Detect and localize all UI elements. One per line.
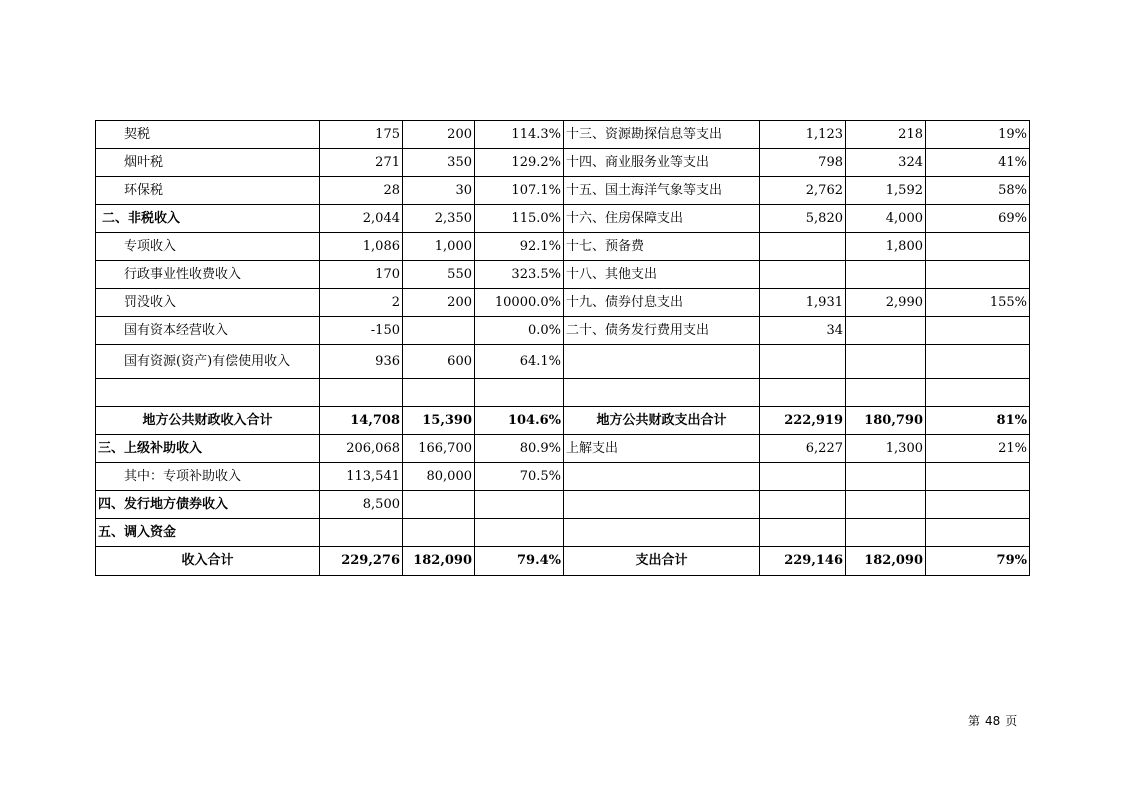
table-row [96, 149, 1030, 177]
table-row [96, 205, 1030, 233]
expenditure-rate [926, 261, 1030, 289]
expenditure-item-name: 十九、债券付息支出 [564, 289, 760, 317]
expenditure-rate [926, 317, 1030, 345]
expenditure-item-name [564, 519, 760, 547]
expenditure-rate [926, 463, 1030, 491]
revenue-actual: 28 [320, 177, 403, 205]
revenue-actual: 1,086 [320, 233, 403, 261]
expenditure-budget: 182,090 [846, 547, 926, 576]
expenditure-item-name: 十三、资源勘探信息等支出 [564, 121, 760, 149]
expenditure-item-name [564, 379, 760, 407]
revenue-actual: 113,541 [320, 463, 403, 491]
expenditure-actual: 1,931 [760, 289, 846, 317]
revenue-actual: 271 [320, 149, 403, 177]
expenditure-actual: 5,820 [760, 205, 846, 233]
expenditure-actual [760, 519, 846, 547]
expenditure-budget: 218 [846, 121, 926, 149]
expenditure-budget [846, 317, 926, 345]
revenue-rate: 114.3% [475, 121, 564, 149]
table-row [96, 317, 1030, 345]
revenue-rate: 107.1% [475, 177, 564, 205]
table-row [96, 233, 1030, 261]
expenditure-rate: 79% [926, 547, 1030, 576]
expenditure-rate: 155% [926, 289, 1030, 317]
revenue-item-name: 契税 [96, 121, 320, 149]
table-row [96, 345, 1030, 379]
table-row [96, 289, 1030, 317]
expenditure-actual [760, 379, 846, 407]
expenditure-rate: 19% [926, 121, 1030, 149]
expenditure-actual: 6,227 [760, 435, 846, 463]
expenditure-budget: 4,000 [846, 205, 926, 233]
revenue-rate: 92.1% [475, 233, 564, 261]
revenue-item-name: 收入合计 [96, 547, 320, 576]
revenue-actual: 2 [320, 289, 403, 317]
expenditure-budget: 324 [846, 149, 926, 177]
table-row [96, 491, 1030, 519]
expenditure-rate [926, 345, 1030, 379]
expenditure-actual [760, 345, 846, 379]
revenue-actual: 206,068 [320, 435, 403, 463]
expenditure-actual: 798 [760, 149, 846, 177]
revenue-budget: 200 [403, 289, 475, 317]
expenditure-budget [846, 345, 926, 379]
table-row [96, 121, 1030, 149]
revenue-item-name: 地方公共财政收入合计 [96, 407, 320, 435]
revenue-item-name: 国有资源(资产)有偿使用收入 [96, 345, 320, 379]
revenue-actual: 170 [320, 261, 403, 289]
expenditure-rate: 69% [926, 205, 1030, 233]
revenue-budget: 550 [403, 261, 475, 289]
budget-table [95, 120, 1030, 576]
revenue-actual: 14,708 [320, 407, 403, 435]
revenue-rate [475, 519, 564, 547]
expenditure-actual: 2,762 [760, 177, 846, 205]
revenue-budget: 1,000 [403, 233, 475, 261]
revenue-budget: 166,700 [403, 435, 475, 463]
expenditure-actual [760, 261, 846, 289]
expenditure-rate [926, 519, 1030, 547]
expenditure-actual [760, 463, 846, 491]
expenditure-budget [846, 519, 926, 547]
table-row [96, 379, 1030, 407]
revenue-budget [403, 519, 475, 547]
expenditure-item-name: 十六、住房保障支出 [564, 205, 760, 233]
revenue-budget: 350 [403, 149, 475, 177]
expenditure-budget [846, 463, 926, 491]
table-row [96, 407, 1030, 435]
revenue-item-name: 三、上级补助收入 [96, 435, 320, 463]
table-row [96, 519, 1030, 547]
revenue-item-name: 专项收入 [96, 233, 320, 261]
revenue-actual [320, 519, 403, 547]
expenditure-item-name [564, 463, 760, 491]
expenditure-item-name: 十四、商业服务业等支出 [564, 149, 760, 177]
revenue-budget [403, 379, 475, 407]
expenditure-item-name [564, 345, 760, 379]
revenue-item-name: 二、非税收入 [96, 205, 320, 233]
revenue-actual: 8,500 [320, 491, 403, 519]
expenditure-item-name: 二十、债务发行费用支出 [564, 317, 760, 345]
revenue-item-name: 环保税 [96, 177, 320, 205]
expenditure-rate: 58% [926, 177, 1030, 205]
revenue-rate: 10000.0% [475, 289, 564, 317]
revenue-actual [320, 379, 403, 407]
expenditure-budget [846, 491, 926, 519]
revenue-item-name [96, 379, 320, 407]
revenue-rate: 323.5% [475, 261, 564, 289]
expenditure-budget: 2,990 [846, 289, 926, 317]
revenue-rate: 104.6% [475, 407, 564, 435]
revenue-rate [475, 491, 564, 519]
revenue-item-name: 其中：专项补助收入 [96, 463, 320, 491]
revenue-rate: 115.0% [475, 205, 564, 233]
revenue-budget: 200 [403, 121, 475, 149]
expenditure-actual: 229,146 [760, 547, 846, 576]
expenditure-item-name: 十七、预备费 [564, 233, 760, 261]
expenditure-actual: 222,919 [760, 407, 846, 435]
expenditure-rate [926, 491, 1030, 519]
revenue-budget: 182,090 [403, 547, 475, 576]
expenditure-rate: 81% [926, 407, 1030, 435]
revenue-budget: 600 [403, 345, 475, 379]
expenditure-budget: 1,800 [846, 233, 926, 261]
expenditure-item-name [564, 491, 760, 519]
expenditure-budget: 180,790 [846, 407, 926, 435]
table-row [96, 177, 1030, 205]
expenditure-rate [926, 379, 1030, 407]
expenditure-item-name: 十五、国土海洋气象等支出 [564, 177, 760, 205]
revenue-actual: 175 [320, 121, 403, 149]
revenue-actual: 2,044 [320, 205, 403, 233]
revenue-item-name: 行政事业性收费收入 [96, 261, 320, 289]
expenditure-budget [846, 379, 926, 407]
revenue-budget: 80,000 [403, 463, 475, 491]
expenditure-item-name: 上解支出 [564, 435, 760, 463]
revenue-item-name: 罚没收入 [96, 289, 320, 317]
table-row [96, 547, 1030, 576]
revenue-budget [403, 317, 475, 345]
revenue-rate: 129.2% [475, 149, 564, 177]
expenditure-rate: 41% [926, 149, 1030, 177]
expenditure-rate [926, 233, 1030, 261]
expenditure-budget: 1,300 [846, 435, 926, 463]
table-row [96, 435, 1030, 463]
expenditure-actual [760, 233, 846, 261]
revenue-actual: 936 [320, 345, 403, 379]
revenue-budget [403, 491, 475, 519]
revenue-rate: 79.4% [475, 547, 564, 576]
revenue-item-name: 烟叶税 [96, 149, 320, 177]
revenue-item-name: 五、调入资金 [96, 519, 320, 547]
expenditure-rate: 21% [926, 435, 1030, 463]
expenditure-actual: 34 [760, 317, 846, 345]
expenditure-item-name: 支出合计 [564, 547, 760, 576]
revenue-item-name: 国有资本经营收入 [96, 317, 320, 345]
expenditure-item-name: 十八、其他支出 [564, 261, 760, 289]
revenue-rate: 80.9% [475, 435, 564, 463]
expenditure-budget [846, 261, 926, 289]
expenditure-budget: 1,592 [846, 177, 926, 205]
expenditure-actual [760, 491, 846, 519]
expenditure-item-name: 地方公共财政支出合计 [564, 407, 760, 435]
table-row [96, 261, 1030, 289]
page-number: 第 48 页 [968, 714, 1018, 728]
revenue-rate [475, 379, 564, 407]
revenue-rate: 0.0% [475, 317, 564, 345]
revenue-rate: 70.5% [475, 463, 564, 491]
revenue-budget: 2,350 [403, 205, 475, 233]
table-row [96, 463, 1030, 491]
revenue-budget: 30 [403, 177, 475, 205]
revenue-actual: 229,276 [320, 547, 403, 576]
expenditure-actual: 1,123 [760, 121, 846, 149]
revenue-budget: 15,390 [403, 407, 475, 435]
revenue-rate: 64.1% [475, 345, 564, 379]
revenue-item-name: 四、发行地方债券收入 [96, 491, 320, 519]
revenue-actual: -150 [320, 317, 403, 345]
